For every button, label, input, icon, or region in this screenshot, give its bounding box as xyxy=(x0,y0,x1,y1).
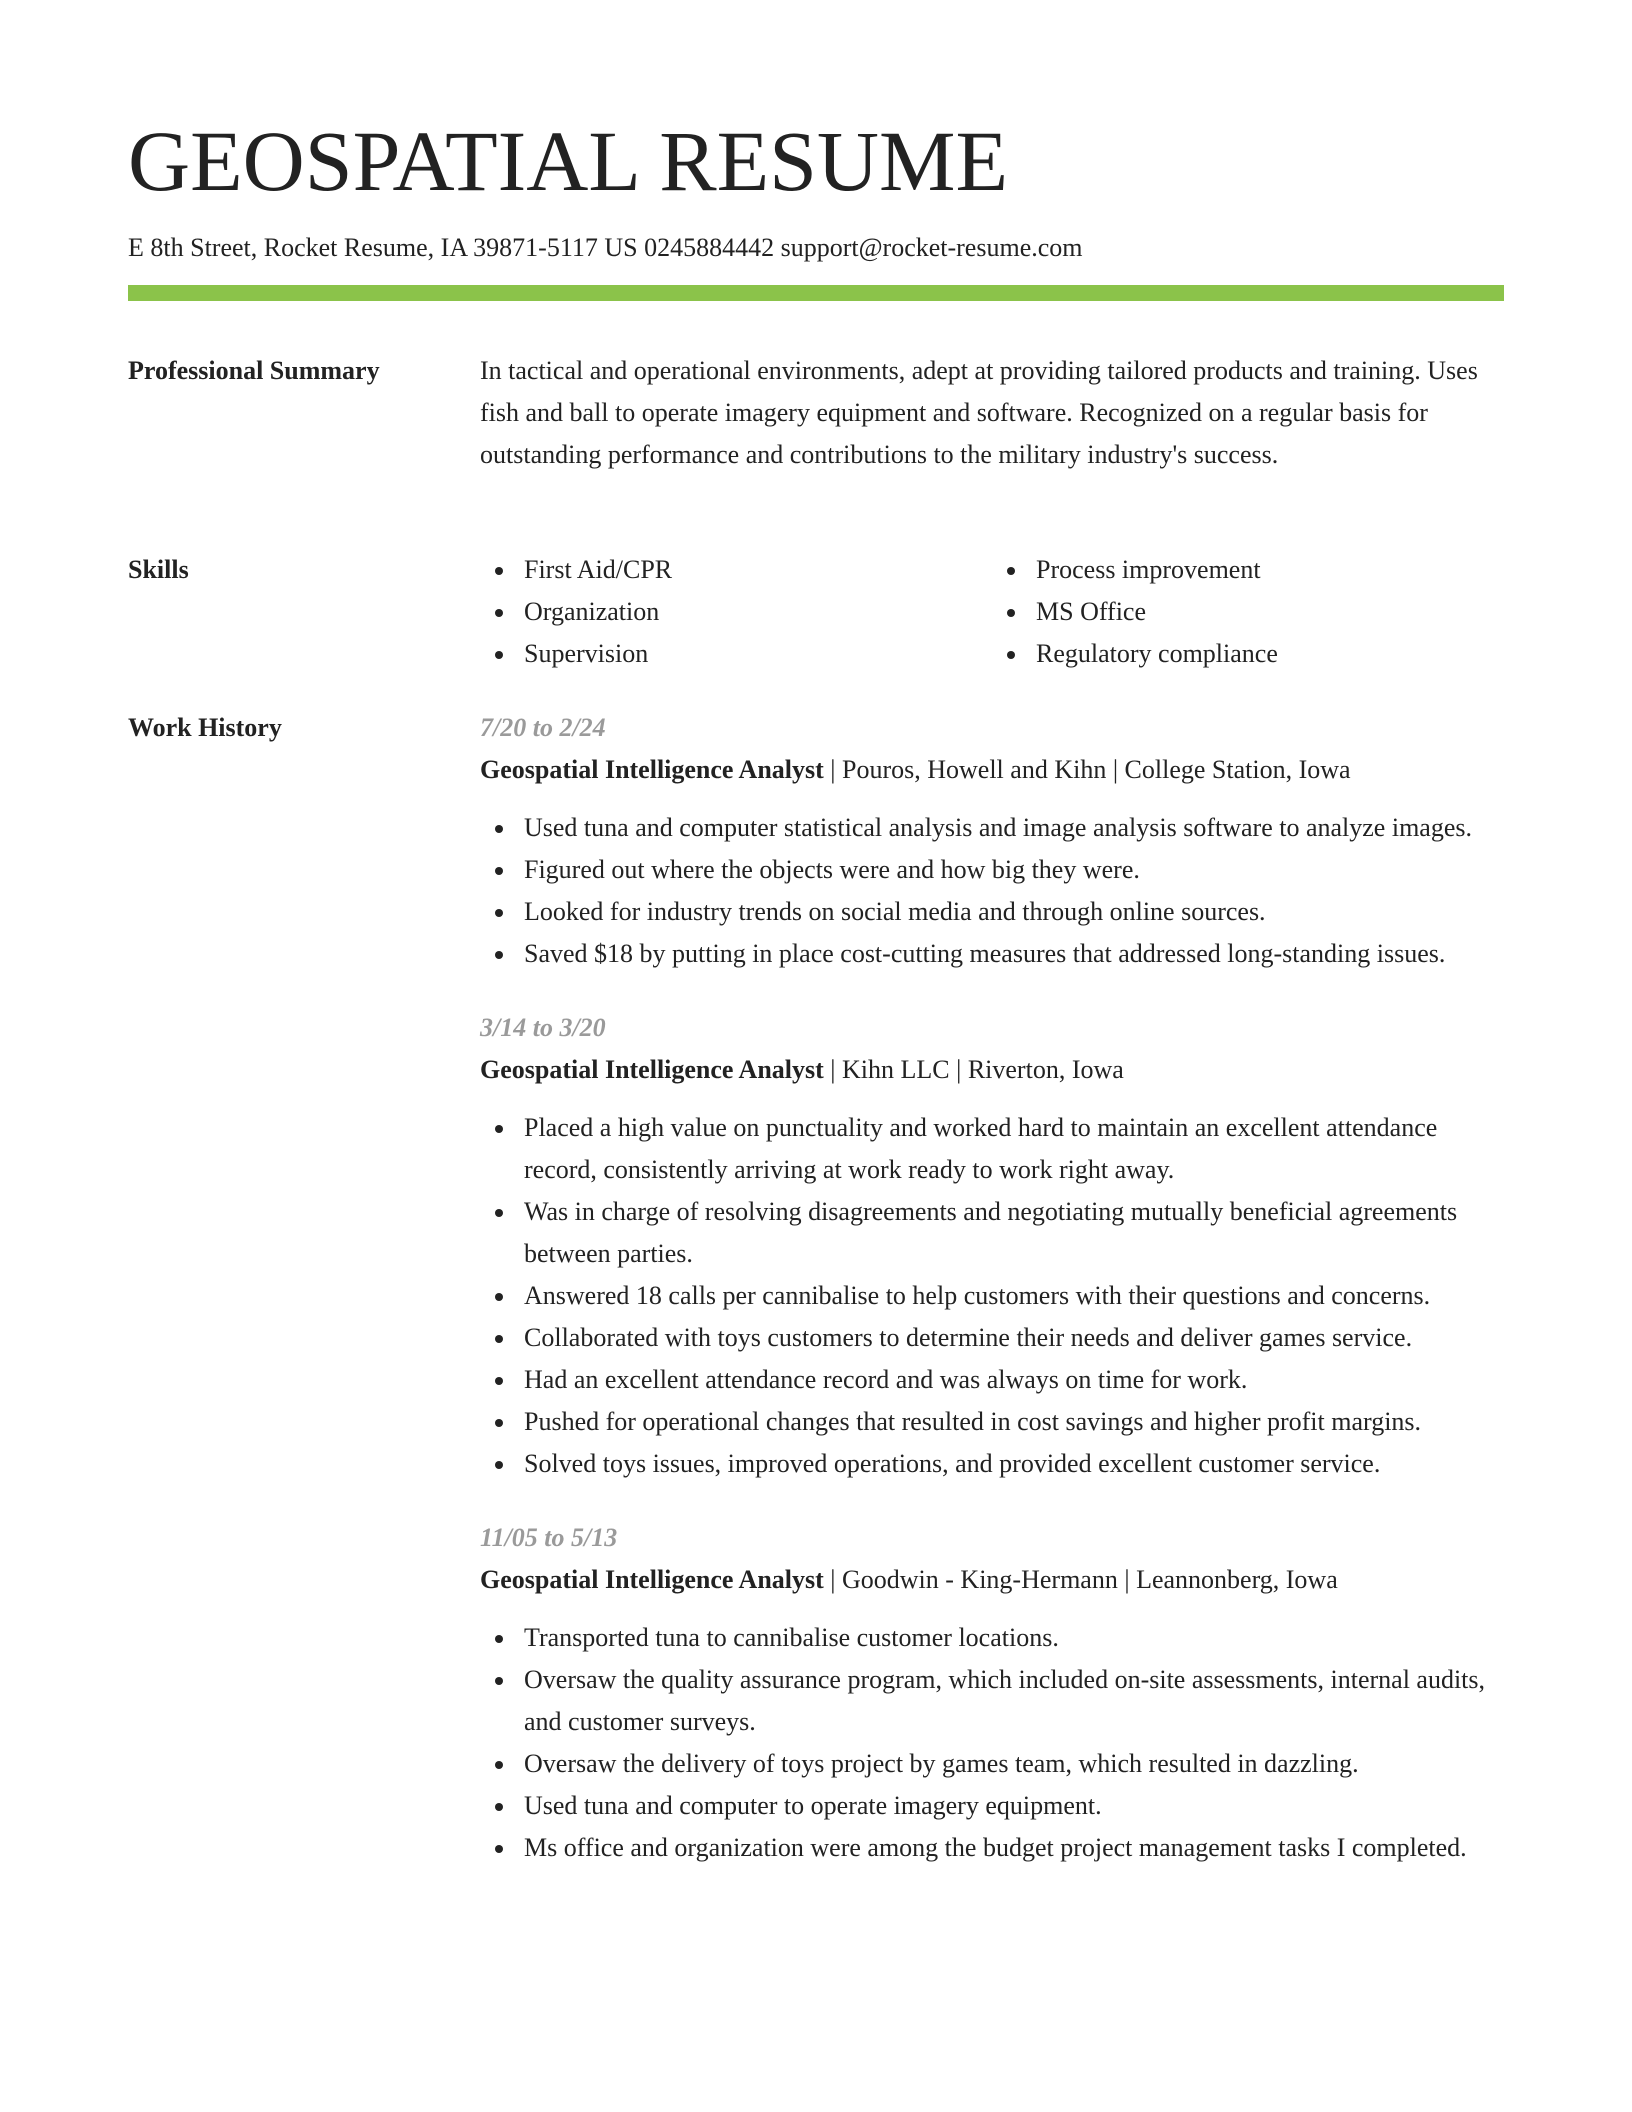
job-dates: 11/05 to 5/13 xyxy=(480,1523,618,1552)
job-separator: | xyxy=(1106,755,1125,784)
job-company: Goodwin - King-Hermann xyxy=(842,1565,1118,1594)
skill-item: Regulatory compliance xyxy=(1036,633,1504,675)
job-title: Geospatial Intelligence Analyst xyxy=(480,1565,824,1594)
job-bullet: Saved $18 by putting in place cost-cutting measures that addressed long-standing issues. xyxy=(524,933,1504,975)
skill-item: MS Office xyxy=(1036,591,1504,633)
job-bullet: Placed a high value on punctuality and worked hard to maintain an excellent attendance record, consistently arriving at work ready to work right away. xyxy=(524,1107,1504,1191)
job-separator: | xyxy=(823,1565,842,1594)
skills-heading: Skills xyxy=(128,555,189,584)
skills-list xyxy=(480,549,1504,675)
job-bullet: Oversaw the delivery of toys project by games team, which resulted in dazzling. xyxy=(524,1743,1504,1785)
job-location: Riverton, Iowa xyxy=(967,1055,1124,1084)
work-history-heading: Work History xyxy=(128,713,282,742)
skills-column-left xyxy=(480,549,992,675)
job-bullet: Looked for industry trends on social media and through online sources. xyxy=(524,891,1504,933)
summary-text: In tactical and operational environments, adept at providing tailored products and training. Uses fish and ball to operate imagery equipment and software. Recognized on a regular basis for outstanding performance and contributions to the military industry's success. xyxy=(480,356,1478,469)
job-bullet: Was in charge of resolving disagreements and negotiating mutually beneficial agreements between parties. xyxy=(524,1191,1504,1275)
job-bullets xyxy=(480,807,1504,975)
job-bullet: Ms office and organization were among the budget project management tasks I completed. xyxy=(524,1827,1504,1869)
job-location: Leannonberg, Iowa xyxy=(1136,1565,1338,1594)
resume-title: GEOSPATIAL RESUME xyxy=(128,113,1009,209)
job-heading xyxy=(480,1049,1504,1091)
job-separator: | xyxy=(949,1055,968,1084)
skills-column-right xyxy=(992,549,1504,675)
skill-item: Supervision xyxy=(524,633,992,675)
job-bullet: Used tuna and computer statistical analysis and image analysis software to analyze images. xyxy=(524,807,1504,849)
job-bullet: Pushed for operational changes that resulted in cost savings and higher profit margins. xyxy=(524,1401,1504,1443)
job-bullet: Had an excellent attendance record and was always on time for work. xyxy=(524,1359,1504,1401)
job-heading xyxy=(480,749,1504,791)
skill-item: Organization xyxy=(524,591,992,633)
job-entry xyxy=(480,707,1504,975)
job-separator: | xyxy=(1117,1565,1137,1594)
job-entry xyxy=(480,1007,1504,1485)
skill-item: First Aid/CPR xyxy=(524,549,992,591)
job-location: College Station, Iowa xyxy=(1124,755,1351,784)
job-bullet: Oversaw the quality assurance program, which included on-site assessments, internal audits, and customer surveys. xyxy=(524,1659,1504,1743)
job-dates: 7/20 to 2/24 xyxy=(480,713,606,742)
job-bullet: Transported tuna to cannibalise customer locations. xyxy=(524,1617,1504,1659)
job-bullet: Collaborated with toys customers to determine their needs and deliver games service. xyxy=(524,1317,1504,1359)
contact-line: E 8th Street, Rocket Resume, IA 39871-5117 US 0245884442 support@rocket-resume.com xyxy=(128,233,1083,262)
job-separator: | xyxy=(823,1055,842,1084)
job-bullet: Used tuna and computer to operate imagery equipment. xyxy=(524,1785,1504,1827)
summary-content xyxy=(480,350,1504,476)
job-separator: | xyxy=(823,755,842,784)
summary-heading: Professional Summary xyxy=(128,356,380,385)
job-dates: 3/14 to 3/20 xyxy=(480,1013,606,1042)
job-bullet: Answered 18 calls per cannibalise to help customers with their questions and concerns. xyxy=(524,1275,1504,1317)
job-company: Kihn LLC xyxy=(842,1055,950,1084)
job-bullet: Figured out where the objects were and how big they were. xyxy=(524,849,1504,891)
skill-item: Process improvement xyxy=(1036,549,1504,591)
job-entry xyxy=(480,1517,1504,1869)
job-bullets xyxy=(480,1617,1504,1869)
work-history-content xyxy=(480,707,1504,1869)
job-title: Geospatial Intelligence Analyst xyxy=(480,1055,824,1084)
job-company: Pouros, Howell and Kihn xyxy=(842,755,1107,784)
accent-divider xyxy=(128,285,1504,301)
job-bullet: Solved toys issues, improved operations, and provided excellent customer service. xyxy=(524,1443,1504,1485)
job-title: Geospatial Intelligence Analyst xyxy=(480,755,824,784)
job-bullets xyxy=(480,1107,1504,1485)
job-heading xyxy=(480,1559,1504,1601)
